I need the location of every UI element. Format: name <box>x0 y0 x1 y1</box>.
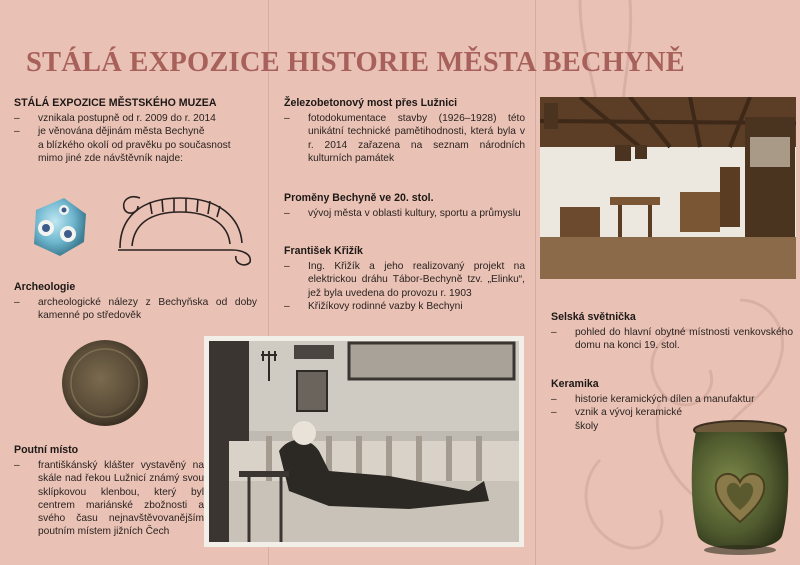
peasant-section <box>551 311 793 353</box>
ceramics-item: – historie keramických dílen a manufaktur <box>551 393 793 406</box>
museum-item: mimo jiné zde návštěvník najde: <box>38 152 183 164</box>
museum-item: a blízkého okolí od pravěku po současnost <box>38 139 231 151</box>
changes-item: – vývoj města v oblasti kultury, sportu a průmyslu <box>284 207 529 220</box>
bridge-item: – fotodokumentace stavby (1926–1928) této unikátní technické pamětihodnosti, která byla v r. 2014 zařazena na seznam národních kulturních památek <box>284 112 525 165</box>
changes-section <box>284 192 529 220</box>
museum-heading: STÁLÁ EXPOZICE MĚSTSKÉHO MUZEA <box>14 97 217 109</box>
museum-item: – je věnována dějinám města Bechyně <box>14 125 264 138</box>
archeology-heading: Archeologie <box>14 281 76 293</box>
museum-item: – vznikala postupně od r. 2009 do r. 2014 <box>14 112 264 125</box>
peasant-item: – pohled do hlavní obytné místnosti venkovského domu na konci 19. stol. <box>551 326 793 352</box>
pilgrimage-section <box>14 444 204 538</box>
ceramics-item: – vznik a vývoj keramické školy <box>551 406 705 432</box>
bridge-heading: Železobetonový most přes Lužnici <box>284 97 458 109</box>
krizik-item: – Křižíkovy rodinné vazby k Bechyni <box>284 300 525 313</box>
peasant-room-image <box>540 97 796 279</box>
bridge-section <box>284 97 525 165</box>
fold-line-right <box>535 0 536 565</box>
krizik-heading: František Křižík <box>284 245 363 257</box>
glass-bead-image <box>24 192 94 262</box>
ceramic-jug-image <box>684 418 796 558</box>
krizik-photo-image <box>209 341 519 542</box>
coin-image <box>58 336 153 431</box>
pilgrimage-heading: Poutní místo <box>14 444 79 456</box>
peasant-room-photo <box>540 97 796 279</box>
krizik-item: – Ing. Křižík a jeho realizovaný projekt na elektrickou dráhu Tábor-Bechyně tzv. „Elinku“, jež byla uvedena do provozu r. 1903 <box>284 260 525 300</box>
museum-section <box>14 97 264 165</box>
pilgrimage-item: – františkánský klášter vystavěný na skále nad řekou Lužnicí známý svou sklípkovou klenbou, který byl centrem mariánské zbožnosti a svého času nejnavštěvovanějším poutním místem jižních Čech <box>14 459 204 538</box>
krizik-section <box>284 245 525 313</box>
archeology-item: – archeologické nálezy z Bechyňska od doby kamenné po středověk <box>14 296 257 322</box>
archeology-section <box>14 281 257 323</box>
brooch-drawing <box>110 188 260 268</box>
page-title: STÁLÁ EXPOZICE HISTORIE MĚSTA BECHYNĚ <box>26 47 685 79</box>
peasant-heading: Selská světnička <box>551 311 636 323</box>
changes-heading: Proměny Bechyně ve 20. stol. <box>284 192 434 204</box>
ceramics-heading: Keramika <box>551 378 599 390</box>
krizik-photo <box>204 336 524 547</box>
